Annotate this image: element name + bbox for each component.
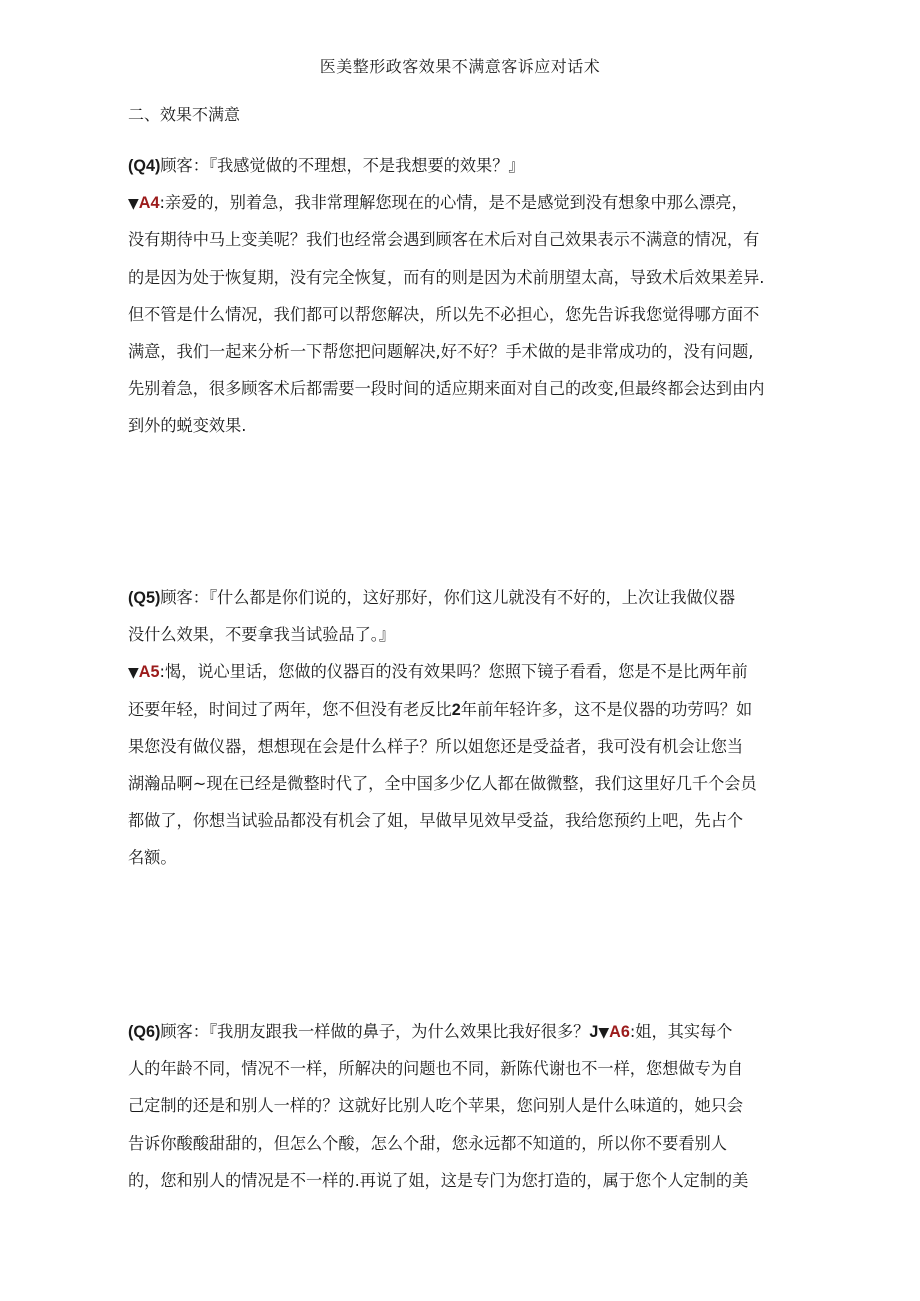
document-title: 医美整形政客效果不满意客诉应对话术 — [319, 57, 601, 76]
answer-line: 都做了，你想当试验品都没有机会了姐，早做早见效早受益，我给您预约上吧，先占个 — [128, 811, 744, 831]
answer-line — [128, 184, 798, 221]
answer-line — [128, 691, 798, 728]
question-line — [128, 147, 798, 184]
answer-line: 告诉你酸酸甜甜的，但怎么个酸，怎么个甜，您永远都不知道的，所以你不要看别人 — [128, 1133, 727, 1153]
answer-text: 年前年轻许多，这不是仪器的功劳吗？如 — [460, 699, 753, 719]
answer-line: 名额。 — [128, 848, 177, 868]
qa-block-q5 — [128, 579, 798, 877]
triangle-marker-icon: ▼ — [128, 196, 139, 213]
qa-block-q4 — [128, 147, 798, 445]
qa-block-q6 — [128, 1013, 798, 1199]
speaker-label: 顾客： — [160, 588, 209, 607]
answer-tag: A4 — [138, 194, 160, 213]
answer-line: 没有期待中马上变美呢？我们也经常会遇到顾客在术后对自己效果表示不满意的情况，有 — [128, 230, 760, 250]
answer-number: 2 — [451, 700, 461, 719]
question-text: 『什么都是你们说的，这好那好，你们这儿就没有不好的，上次让我做仪器 — [208, 588, 736, 607]
answer-text: :姐，其实每个 — [629, 1022, 733, 1041]
answer-text: :愒，说心里话，您做的仪器百的没有效果吗？您照下镜子看看，您是不是比两年前 — [159, 662, 748, 682]
question-tag: (Q6) — [128, 1023, 161, 1041]
answer-text: :亲爱的，别着急，我非常理解您现在的心情，是不是感觉到没有想象中那么漂亮， — [159, 193, 748, 213]
section-heading: 二、效果不满意 — [128, 105, 241, 124]
answer-text: 还要年轻，时间过了两年，您不但没有老反比 — [128, 699, 452, 719]
speaker-label: 顾客： — [160, 1022, 209, 1041]
question-text: 『我感觉做的不理想，不是我想要的效果？』 — [208, 156, 525, 175]
answer-line: 满意，我们一起来分析一下帮您把问题解决,好不好？手术做的是非常成功的，没有问题, — [128, 341, 754, 361]
answer-tag: A6 — [609, 1023, 630, 1041]
answer-line — [128, 653, 798, 690]
answer-line: 人的年龄不同，情况不一样，所解决的问题也不同，新陈代谢也不一样，您想做专为自 — [128, 1059, 744, 1079]
question-tag: (Q4) — [128, 157, 161, 175]
question-line — [128, 579, 798, 616]
answer-line: 但不管是什么情况，我们都可以帮您解决，所以先不必担心，您先告诉我您觉得哪方面不 — [128, 304, 760, 324]
question-text: 『我朋友跟我一样做的鼻子，为什么效果比我好很多？ — [208, 1022, 590, 1041]
speaker-label: 顾客： — [160, 156, 209, 175]
triangle-marker-icon: ▼ — [598, 1025, 610, 1041]
close-mark: J — [589, 1023, 599, 1041]
answer-line: 先别着急，很多顾客术后都需要一段时间的适应期来面对自己的改变,但最终都会达到由内 — [128, 379, 765, 399]
answer-tag: A5 — [138, 663, 160, 682]
answer-line: 的是因为处于恢复期，没有完全恢复，而有的则是因为术前朋望太高，导致术后效果差异. — [128, 267, 765, 287]
question-tag: (Q5) — [128, 589, 161, 607]
question-line: 没什么效果，不要拿我当试验品了。』 — [128, 625, 396, 645]
answer-line: 湖瀚品啊~现在已经是微整时代了，全中国多少亿人都在做微整，我们这里好几千个会员 — [128, 773, 757, 793]
answer-line: 到外的蜕变效果. — [128, 416, 247, 436]
answer-line: 己定制的还是和别人一样的？这就好比别人吃个苹果，您问别人是什么味道的，她只会 — [128, 1096, 744, 1116]
answer-line: 果您没有做仪器，想想现在会是什么样子？所以姐您还是受益者，我可没有机会让您当 — [128, 736, 744, 756]
triangle-marker-icon: ▼ — [128, 665, 139, 682]
question-line — [128, 1013, 798, 1050]
answer-line: 的，您和别人的情况是不一样的.再说了姐，这是专门为您打造的，属于您个人定制的美 — [128, 1170, 749, 1190]
